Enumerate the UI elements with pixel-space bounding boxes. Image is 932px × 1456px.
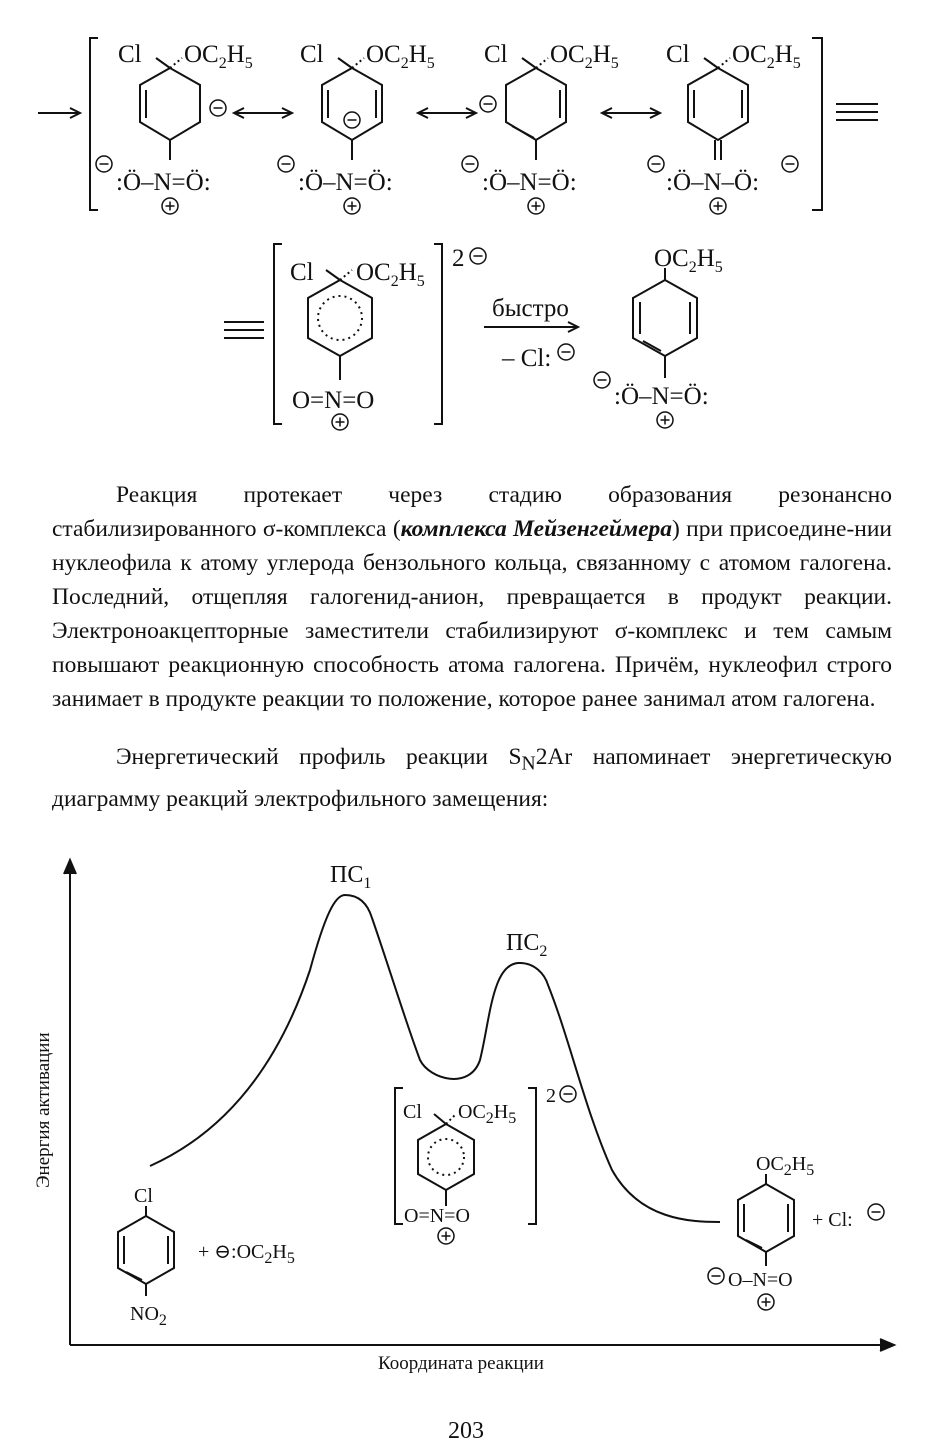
paragraph-2-text-cont: 2Ar напоминает энергетическую диаграмму реакций электрофильного замещения: <box>52 744 892 812</box>
charge-label: 2 <box>546 1085 556 1107</box>
negative-charge-icon <box>782 156 798 172</box>
paragraph-1-text-cont: ) при присоедине-нии нуклеофила к атому углерода бензольного кольца, связанному с атомом галогена. Последний, отщепляя галогенид-анион, превращается в продукт реакции. Электроноакцепторные заместители стабилизируют σ-комплекс и тем самым повышают реакционную способность атома галогена. Причём, нуклеофил строго занимает в продукте реакции то положение, которое ранее занимал атом галогена. <box>52 516 893 712</box>
y-axis-label: Энергия активации <box>33 1032 54 1188</box>
negative-charge-icon <box>558 344 574 360</box>
resonance-arrow <box>602 108 660 118</box>
paragraph-2-text: Энергетический профиль реакции S <box>116 744 522 770</box>
negative-charge-icon <box>868 1204 884 1220</box>
negative-charge-icon <box>210 100 226 116</box>
negative-charge-icon <box>470 248 486 264</box>
positive-charge-icon <box>438 1228 454 1244</box>
arrow-label-fast: быстро <box>492 295 569 322</box>
negative-charge-icon <box>708 1268 724 1284</box>
chloride-label: + Cl: <box>812 1209 853 1231</box>
negative-charge-icon <box>560 1086 576 1102</box>
negative-charge-icon <box>278 156 294 172</box>
nitro-group-label: O–N=O <box>728 1269 793 1291</box>
resonance-arrow <box>418 108 476 118</box>
meisenheimer-complex <box>308 270 372 380</box>
intermediate-complex <box>418 1114 474 1206</box>
positive-charge-icon <box>332 414 348 430</box>
arrow-label-leaving-group: – Cl: <box>502 345 552 372</box>
cl-label: Cl <box>290 259 314 286</box>
resonance-structure-1 <box>140 58 200 160</box>
page-number: 203 <box>448 1418 484 1444</box>
negative-charge-icon <box>96 156 112 172</box>
cl-label: Cl <box>118 41 142 68</box>
oc2h5-label: $OC_2H_5$ <box>356 259 425 290</box>
nitro-group-label: :Ö–N–Ö: <box>666 169 760 196</box>
positive-charge-icon <box>162 198 178 214</box>
paragraph-1-text: Реакция протекает через стадию образования резонансно стабилизированного σ-комплекса ( <box>52 482 892 542</box>
positive-charge-icon <box>528 198 544 214</box>
product-oc2h5-label: $OC_2H_5$ <box>654 245 723 276</box>
positive-charge-icon <box>657 412 673 428</box>
positive-charge-icon <box>344 198 360 214</box>
positive-charge-icon <box>758 1294 774 1310</box>
reactant-molecule <box>118 1206 174 1296</box>
product-molecule <box>633 268 697 378</box>
negative-charge-icon <box>480 96 496 112</box>
cl-label: Cl <box>666 41 690 68</box>
nitro-group-label: :Ö–N=Ö: <box>482 169 577 196</box>
oc2h5-label: $OC_2H_5$ <box>458 1101 517 1127</box>
ts2-label: $ПС_2$ <box>506 930 548 960</box>
meisenheimer-term: комплекса Мейзенгеймера <box>400 516 673 542</box>
nucleophile-label: + $⊖:OC_2H_5$ <box>198 1241 295 1267</box>
energy-curve <box>150 895 720 1222</box>
resonance-structure-3 <box>506 58 566 160</box>
negative-charge-icon <box>344 112 360 128</box>
negative-charge-icon <box>594 372 610 388</box>
subscript-n: N <box>521 753 536 775</box>
nitro-group-label: O=N=O <box>404 1205 470 1227</box>
cl-label: Cl <box>300 41 324 68</box>
nitro-group-label: O=N=O <box>292 387 375 414</box>
positive-charge-icon <box>710 198 726 214</box>
product-oc2h5-label: $OC_2H_5$ <box>756 1153 815 1179</box>
negative-charge-icon <box>462 156 478 172</box>
x-axis-label: Координата реакции <box>378 1353 544 1374</box>
resonance-labels <box>96 41 801 214</box>
oc2h5-label: $OC_2H_5$ <box>366 41 435 72</box>
oc2h5-label: $OC_2H_5$ <box>732 41 801 72</box>
oc2h5-label: $OC_2H_5$ <box>184 41 253 72</box>
ts1-label: $ПС_1$ <box>330 862 372 892</box>
nitro-group-label: :Ö–N=Ö: <box>614 383 709 410</box>
nitro-group-label: :Ö–N=Ö: <box>298 169 393 196</box>
paragraph-1 <box>52 478 892 716</box>
oc2h5-label: $OC_2H_5$ <box>550 41 619 72</box>
reactant-no2-label: $NO_2$ <box>130 1303 167 1329</box>
nitro-group-label: :Ö–N=Ö: <box>116 169 211 196</box>
charge-label: 2 <box>452 245 465 272</box>
diagram-product-molecule <box>738 1174 794 1266</box>
resonance-arrow <box>234 108 292 118</box>
negative-charge-icon <box>648 156 664 172</box>
resonance-structure-4 <box>688 58 748 160</box>
reactant-cl-label: Cl <box>134 1185 153 1207</box>
averaged-structure-labels <box>290 245 723 430</box>
resonance-structure-2 <box>322 58 382 160</box>
cl-label: Cl <box>484 41 508 68</box>
cl-label: Cl <box>403 1101 422 1123</box>
paragraph-2 <box>52 740 892 816</box>
